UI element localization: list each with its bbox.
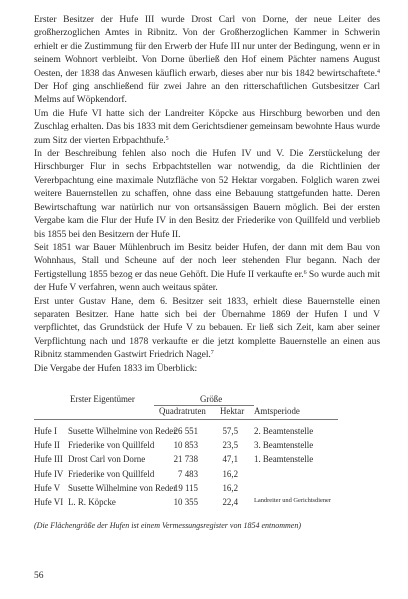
footnote-mark: 5 xyxy=(165,135,169,142)
cell-quadratruten: 26 551 xyxy=(173,426,198,436)
body-text xyxy=(34,13,380,375)
table-footnote: (Die Flächengröße der Hufen ist einem Vermessungsregister von 1854 entnommen) xyxy=(34,521,301,530)
hufen-table xyxy=(34,394,380,506)
table-row xyxy=(34,426,380,440)
cell-hufe: Hufe III xyxy=(34,454,63,465)
cell-quadratruten: 19 115 xyxy=(173,482,198,493)
cell-amtsperiode: Landreiter und Gerichtsdiener xyxy=(254,496,332,504)
header-hektar: Hektar xyxy=(220,406,245,416)
table-row xyxy=(34,483,380,497)
cell-owner: Friederike von Quillfeld xyxy=(68,468,155,479)
table-row xyxy=(34,454,380,468)
cell-owner: L. R. Köpcke xyxy=(68,496,116,507)
cell-hektar: 16,2 xyxy=(222,482,238,493)
footnote-mark: 4 xyxy=(377,68,380,75)
cell-hufe: Hufe IV xyxy=(34,468,64,479)
paragraph-gustav-hane: Erst unter Gustav Hane, dem 6. Besitzer seit 1833, erhielt diese Bauernstelle einen separaten Besitzer. Hane hatte sich bei der Übernahme 1869 der Hufen I und V verpflichtet, das Grundstück der Hufe V zu bebauen. Er ließ sich Zeit, kam aber seiner Verpflichtung nach und 1878 verkaufte er die jetzt komplette Bauernstelle an einen aus Ribnitz stammenden Gastwirt Friedrich Nagel.$^7$ xyxy=(34,295,380,361)
cell-hufe: Hufe II xyxy=(34,440,60,451)
cell-owner: Susette Wilhelmine von Reder xyxy=(68,482,177,493)
cell-quadratruten: 10 355 xyxy=(173,496,198,507)
cell-hufe: Hufe VI xyxy=(34,496,64,507)
paragraph-hufe-vi: Um die Hufe VI hatte sich der Landreiter Köpcke aus Hirschburg beworben und den Zuschlag erhalten. Das bis 1833 mit dem Gerichtsdiener gemeinsam bewohnte Haus wurde zum Sitz der vierten Erbpachthufe.$^5$ xyxy=(34,107,380,146)
cell-hektar: 23,5 xyxy=(222,440,238,451)
cell-hektar: 16,2 xyxy=(222,468,238,479)
footnote-mark: 6 xyxy=(303,269,307,276)
table-row xyxy=(34,469,380,483)
footnote-mark: 7 xyxy=(210,350,214,357)
cell-hektar: 47,1 xyxy=(222,454,238,465)
cell-owner: Susette Wilhelmine von Reder xyxy=(68,426,177,436)
cell-hektar: 57,5 xyxy=(222,426,238,436)
table-header-row-1 xyxy=(34,394,380,406)
cell-amtsperiode: 2. Beamtenstelle xyxy=(254,426,314,436)
cell-owner: Friederike von Quillfeld xyxy=(68,440,155,451)
paragraph-hufen-iv-v: In der Beschreibung fehlen also noch die Hufen IV und V. Die Zerstückelung der Hirschburger Flur in sechs Erbpachtstellen war notwendig, da die Richtlinien der Vererbpachtung eine maximale Nutzfläche von 52 Hektar vorgaben. Folglich waren zwei weitere Bauernstellen zu schaffen, ohne dass eine Bebauung stattgefunden hatte. Deren Bewirtschaftung war natürlich nur von ortsansässigen Bauern möglich. Bei der ersten Vergabe kam die Flur der Hufe IV in den Besitz der Friederike von Quillfeld und verblieb bis 1855 bei den Besitzern der Hufe II. xyxy=(34,148,380,240)
header-groesse: Größe xyxy=(200,394,223,404)
paragraph-muehlenbruch: Seit 1851 war Bauer Mühlenbruch im Besitz beider Hufen, der dann mit dem Bau von Wohnhaus, Stall und Scheune auf der noch leer stehenden Flur begann. Nach der Fertigstellung 1855 bezog er das neue Gehöft. Die Hufe II verkaufte er.$^6$ So wurde auch mit der Hufe V verfahren, wenn auch weitaus später. xyxy=(34,241,380,294)
header-quadratruten: Quadratruten xyxy=(159,406,206,416)
paragraph-hufe-iii: Erster Besitzer der Hufe III wurde Drost Carl von Dorne, der neue Leiter des großherzoglichen Amtes in Ribnitz. Von der Großherzoglichen Kammer in Schwerin erhielt er die Zustimmung für den Erwerb der Hufe III nur unter der Bedingung, wenn er in seinem Wohnort verbleibt. Von Dorne überließ den Hof einem Pächter namens August Oesten, der 1838 das Anwesen käuflich erwarb, dieses aber nur bis 1842 bewirtschaftete.$^4$ Der Hof ging anschließend für zwei Jahre an den ritterschaftlichen Gutsbesitzer Carl Melms auf Wöpkendorf. xyxy=(34,14,380,106)
header-amtsperiode: Amtsperiode xyxy=(254,406,300,416)
cell-hufe: Hufe I xyxy=(34,426,57,436)
table-body xyxy=(34,426,380,511)
cell-quadratruten: 7 483 xyxy=(178,468,198,479)
cell-quadratruten: 21 738 xyxy=(173,454,198,465)
paragraph-table-intro: Die Vergabe der Hufen 1833 im Überblick: xyxy=(34,362,198,374)
table-header-rule xyxy=(34,419,338,420)
cell-hektar: 22,4 xyxy=(222,496,238,507)
table-row xyxy=(34,440,380,454)
cell-amtsperiode: 3. Beamtenstelle xyxy=(254,440,314,451)
cell-quadratruten: 10 853 xyxy=(173,440,198,451)
table-row xyxy=(34,497,380,511)
cell-hufe: Hufe V xyxy=(34,482,61,493)
cell-amtsperiode: 1. Beamtenstelle xyxy=(254,454,314,465)
cell-owner: Drost Carl von Dorne xyxy=(68,454,146,465)
header-owner: Erster Eigentümer xyxy=(70,394,135,404)
page-number: 56 xyxy=(34,571,44,581)
